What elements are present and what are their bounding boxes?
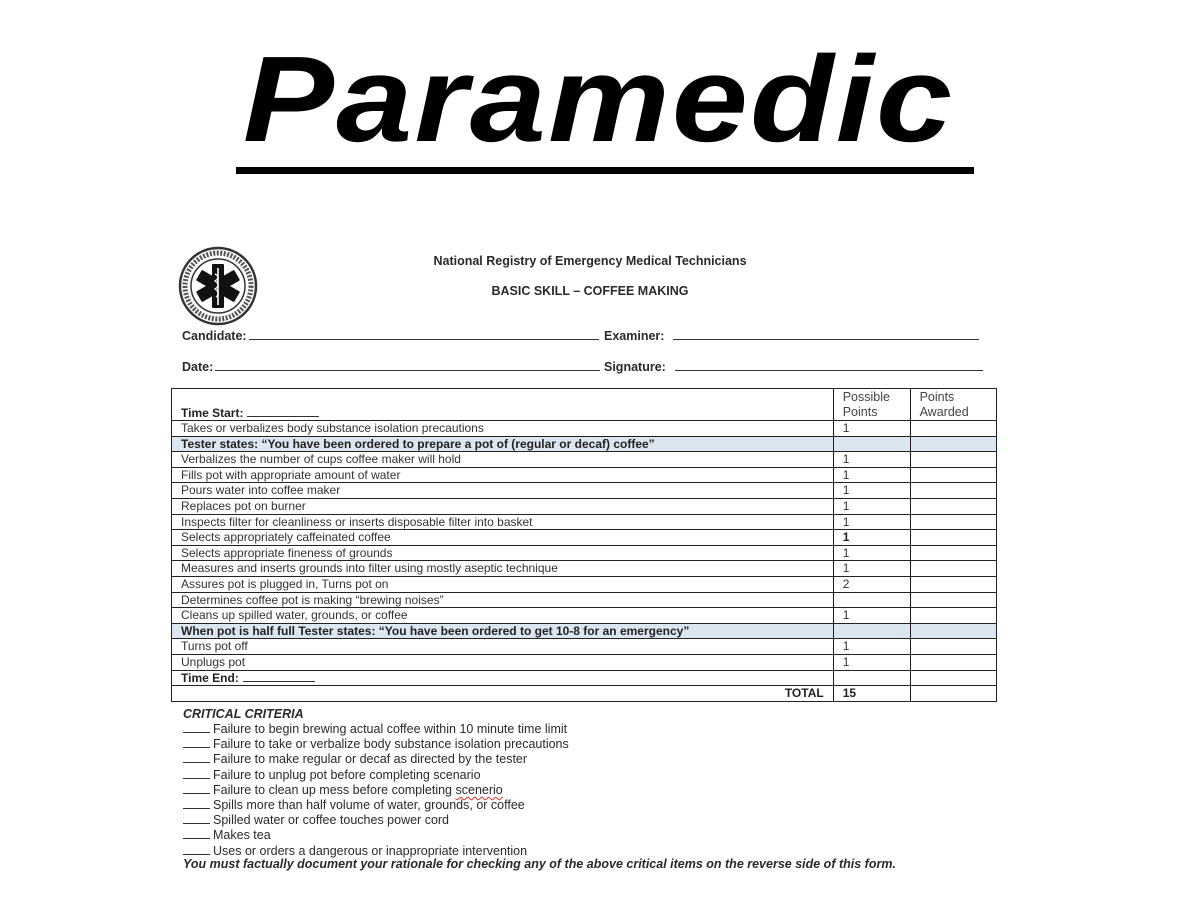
table-row: Unplugs pot 1 [172,654,997,670]
tester-statement-row: Tester states: “You have been ordered to prepare a pot of (regular or decaf) coffee” [172,436,997,452]
table-row: Determines coffee pot is making “brewing noises” [172,592,997,608]
points-awarded-cell[interactable] [910,530,996,546]
tester-statement-row: When pot is half full Tester states: “You have been ordered to get 10-8 for an emergency” [172,623,997,639]
skill-title: BASIC SKILL – COFFEE MAKING [491,284,689,298]
date-label: Date: [182,360,214,374]
examiner-field[interactable] [673,329,979,340]
table-row: Turns pot off 1 [172,639,997,655]
examiner-row [604,329,979,343]
table-row: Pours water into coffee maker 1 [172,483,997,499]
criteria-checkbox-blank[interactable] [183,737,210,748]
points-awarded-cell[interactable] [910,483,996,499]
critical-criteria-section [183,707,569,859]
points-awarded-cell[interactable] [910,545,996,561]
critical-criteria-item: Failure to begin brewing actual coffee within 10 minute time limit [183,722,569,737]
total-row [172,686,997,702]
organization-name: National Registry of Emergency Medical Technicians [433,254,747,268]
date-row [182,360,600,374]
critical-criteria-heading: CRITICAL CRITERIA [183,707,304,721]
points-awarded-cell[interactable] [910,608,996,624]
points-awarded-cell[interactable] [910,421,996,437]
critical-criteria-item: Makes tea [183,828,569,843]
examiner-label: Examiner: [604,329,665,343]
time-end-field[interactable] [243,671,315,682]
table-row: Cleans up spilled water, grounds, or coffee 1 [172,608,997,624]
time-start-field[interactable] [247,406,319,417]
critical-criteria-item: Failure to unplug pot before completing scenario [183,768,569,783]
skill-checklist-table [171,388,997,702]
misspelled-word: scenerio [455,782,503,797]
points-awarded-cell[interactable] [910,498,996,514]
criteria-checkbox-blank[interactable] [183,844,210,855]
table-row: Fills pot with appropriate amount of water 1 [172,467,997,483]
documentation-note: You must factually document your rationale for checking any of the above critical items on the reverse side of this form. [183,857,896,871]
possible-points-header: Possible Points [833,389,910,421]
critical-criteria-item: Failure to make regular or decaf as directed by the tester [183,752,569,767]
points-awarded-cell[interactable] [910,639,996,655]
table-row: Takes or verbalizes body substance isolation precautions 1 [172,421,997,437]
table-row: Assures pot is plugged in, Turns pot on 2 [172,576,997,592]
points-awarded-cell [910,436,996,452]
points-awarded-cell[interactable] [910,467,996,483]
time-end-row [172,670,997,686]
points-awarded-cell [910,623,996,639]
table-row: Measures and inserts grounds into filter using mostly aseptic technique 1 [172,561,997,577]
criteria-checkbox-blank[interactable] [183,722,210,733]
table-row: Selects appropriate fineness of grounds 1 [172,545,997,561]
critical-criteria-item: Failure to take or verbalize body substance isolation precautions [183,737,569,752]
points-awarded-cell[interactable] [910,561,996,577]
signature-field[interactable] [675,360,983,371]
table-row: Selects appropriately caffeinated coffee 1 [172,530,997,546]
points-awarded-cell[interactable] [910,514,996,530]
table-row: Replaces pot on burner 1 [172,498,997,514]
criteria-checkbox-blank[interactable] [183,752,210,763]
critical-criteria-item: Spills more than half volume of water, grounds, or coffee [183,798,569,813]
critical-criteria-item: Spilled water or coffee touches power cord [183,813,569,828]
points-awarded-cell[interactable] [910,452,996,468]
signature-row [604,360,983,374]
candidate-row [182,329,599,343]
time-start-label: Time Start: [181,405,244,420]
time-start-cell [172,389,834,421]
date-field[interactable] [215,360,600,371]
table-row: Verbalizes the number of cups coffee maker will hold 1 [172,452,997,468]
points-awarded-cell[interactable] [910,592,996,608]
page-banner-title: Paramedic [242,31,955,167]
time-end-cell [172,670,834,686]
candidate-field[interactable] [249,329,599,340]
table-row: Inspects filter for cleanliness or inserts disposable filter into basket 1 [172,514,997,530]
total-label: TOTAL [172,686,834,702]
criteria-checkbox-blank[interactable] [183,768,210,779]
title-underline [236,167,974,174]
points-awarded-header: Points Awarded [910,389,996,421]
points-awarded-cell[interactable] [910,654,996,670]
candidate-label: Candidate: [182,329,247,343]
criteria-checkbox-blank[interactable] [183,783,210,794]
time-end-label: Time End: [181,670,239,685]
table-header-row [172,389,997,421]
critical-criteria-item: Failure to clean up mess before completing scenerio [183,783,569,798]
critical-criteria-item: Uses or orders a dangerous or inappropriate intervention [183,844,569,859]
signature-label: Signature: [604,360,666,374]
criteria-checkbox-blank[interactable] [183,828,210,839]
points-awarded-cell[interactable] [910,576,996,592]
total-possible-points: 15 [833,686,910,702]
total-awarded-cell[interactable] [910,686,996,702]
criteria-checkbox-blank[interactable] [183,813,210,824]
criteria-checkbox-blank[interactable] [183,798,210,809]
